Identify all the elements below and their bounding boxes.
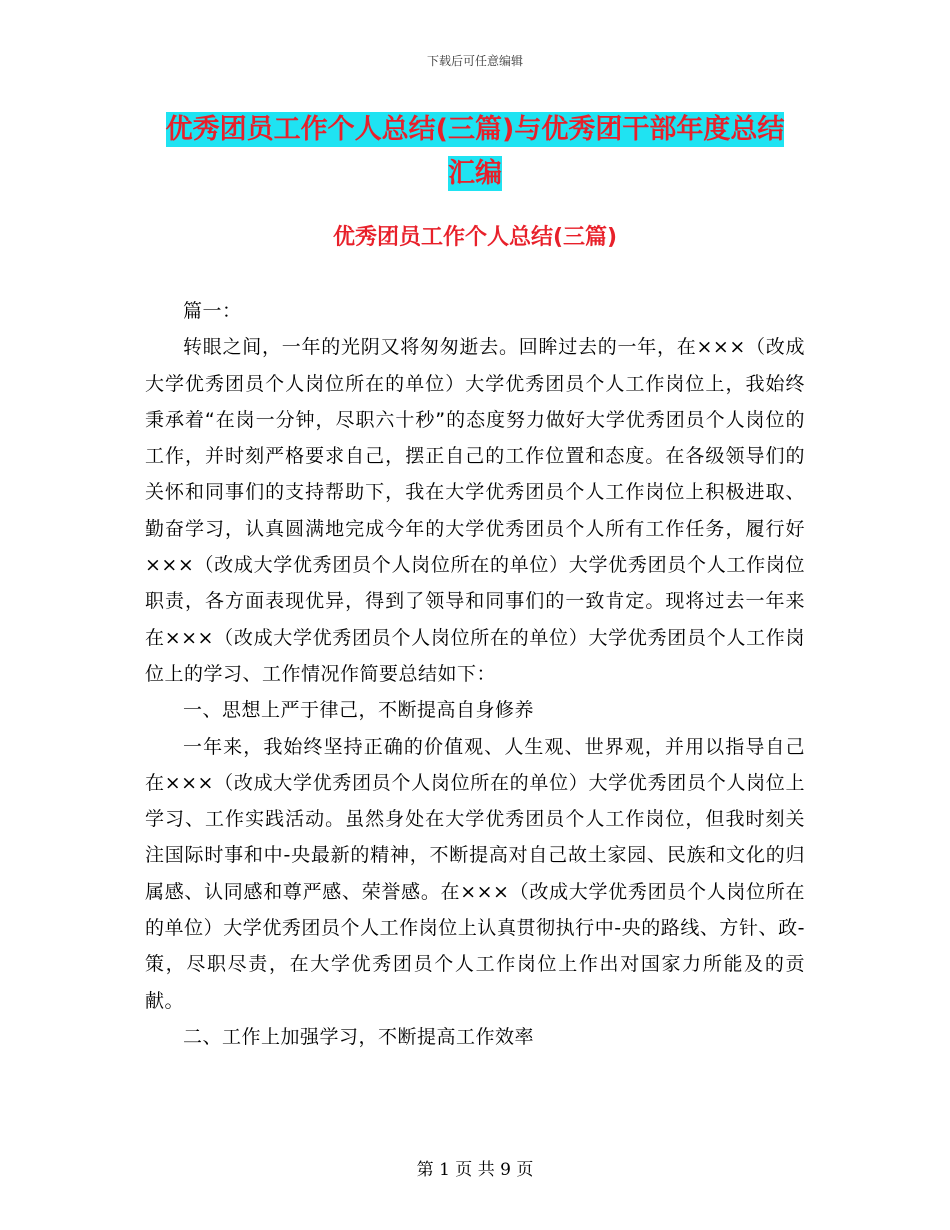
section-title: 优秀团员工作个人总结(三篇) [332, 225, 618, 250]
page-footer: 第 1 页 共 9 页 [416, 1160, 534, 1180]
paragraph-heading: 一、思想上严于律己，不断提高自身修养 [183, 699, 535, 722]
paragraph: 转眼之间，一年的光阴又将匆匆逝去。回眸过去的一年，在×××（改成大学优秀团员个人岗位所在的单位）大学优秀团员个人工作岗位上，我始终秉承着“在岗一分钟，尽职六十秒”的态度努力做好大学优秀团员个人岗位的工作，并时刻严格要求自己，摆正自己的工作位置和态度。在各级领导们的关怀和同事们的支持帮助下，我在大学优秀团员个人工作岗位上积极进取、勤奋学习，认真圆满地完成今年的大学优秀团员个人所有工作任务，履行好×××（改成大学优秀团员个人岗位所在的单位）大学优秀团员个人工作岗位职责，各方面表现优异，得到了领导和同事们的一致肯定。现将过去一年来在×××（改成大学优秀团员个人岗位所在的单位）大学优秀团员个人工作岗位上的学习、工作情况作简要总结如下： [145, 336, 805, 685]
document-title-line2: 汇编 [448, 158, 502, 189]
document-title [150, 108, 800, 196]
document-title-line1: 优秀团员工作个人总结(三篇)与优秀团干部年度总结 [165, 114, 785, 145]
paragraph: 篇一： [183, 300, 242, 322]
paragraph-heading: 二、工作上加强学习，不断提高工作效率 [183, 1025, 535, 1048]
document-body [145, 293, 805, 1055]
header-note: 下载后可任意编辑 [426, 54, 523, 68]
paragraph: 一年来，我始终坚持正确的价值观、人生观、世界观，并用以指导自己在×××（改成大学优秀团员个人岗位所在的单位）大学优秀团员个人岗位上学习、工作实践活动。虽然身处在大学优秀团员个人工作岗位，但我时刻关注国际时事和中-央最新的精神，不断提高对自己故土家园、民族和文化的归属感、认同感和尊严感、荣誉感。在×××（改成大学优秀团员个人岗位所在的单位）大学优秀团员个人工作岗位上认真贯彻执行中-央的路线、方针、政-策，尽职尽责，在大学优秀团员个人工作岗位上作出对国家力所能及的贡献。 [145, 735, 805, 1012]
